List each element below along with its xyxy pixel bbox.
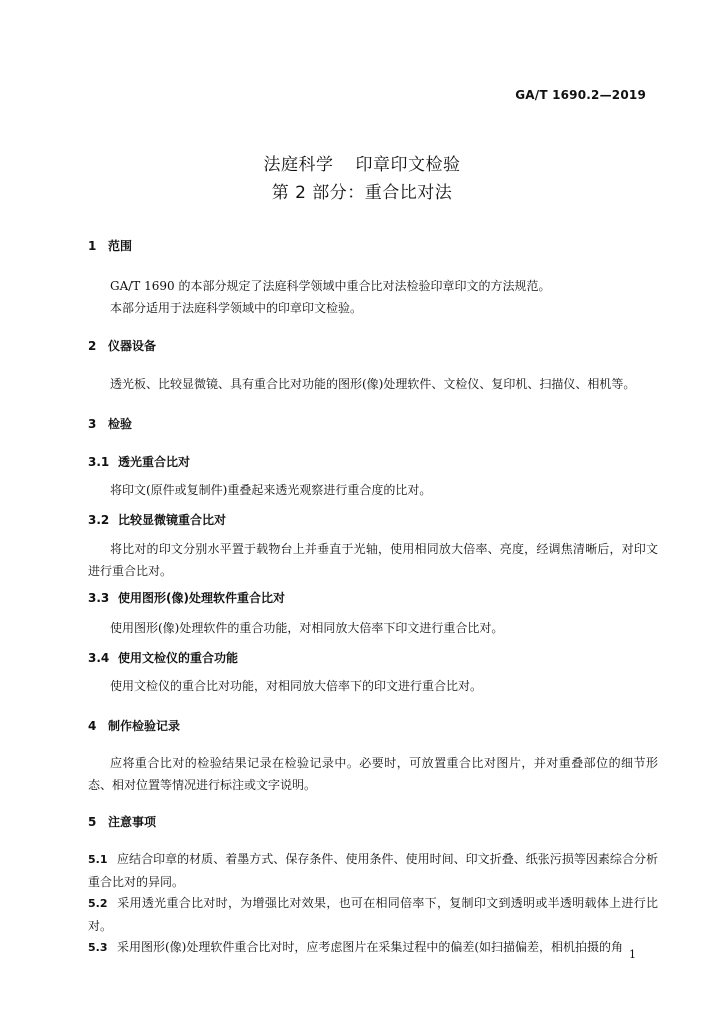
document-title-line1 <box>0 150 724 175</box>
section-title: 范围 <box>108 239 133 253</box>
section-4-heading <box>88 716 180 736</box>
subsection-3-1-heading <box>88 452 190 472</box>
section-number: 3 <box>88 417 97 431</box>
subsection-3-4-paragraph: 使用文检仪的重合比对功能，对相同放大倍率下的印文进行重合比对。 <box>110 679 483 693</box>
subsection-number: 3.3 <box>88 591 110 605</box>
note-number: 5.3 <box>88 941 108 954</box>
section-title: 检验 <box>108 417 133 431</box>
standard-code: GA/T 1690.2—2019 <box>515 88 646 102</box>
section-2-heading <box>88 336 156 356</box>
note-number: 5.1 <box>88 853 108 866</box>
section-title: 制作检验记录 <box>108 719 181 733</box>
section-1-paragraph-2: 本部分适用于法庭科学领域中的印章印文检验。 <box>110 301 363 315</box>
note-text: 采用透光重合比对时，为增强比对效果，也可在相同倍率下，复制印文到透明或半透明载体上进行比对。 <box>88 896 658 933</box>
section-2-paragraph: 透光板、比较显微镜、具有重合比对功能的图形(像)处理软件、文检仪、复印机、扫描仪、相机等。 <box>110 377 636 391</box>
subsection-3-2-paragraph: 将比对的印文分别水平置于载物台上并垂直于光轴，使用相同放大倍率、亮度，经调焦清晰后，对印文进行重合比对。 <box>88 542 658 578</box>
title-part-a: 法庭科学 <box>263 155 334 175</box>
section-title: 仪器设备 <box>108 339 157 353</box>
subsection-title: 比较显微镜重合比对 <box>118 513 227 527</box>
title-part-b: 印章印文检验 <box>355 155 461 175</box>
note-5-2 <box>88 892 658 937</box>
section-4-paragraph: 应将重合比对的检验结果记录在检验记录中。必要时，可放置重合比对图片，并对重叠部位的细节形态、相对位置等情况进行标注或文字说明。 <box>88 756 658 792</box>
section-number: 1 <box>88 239 97 253</box>
subsection-number: 3.4 <box>88 651 110 665</box>
subsection-3-3-paragraph: 使用图形(像)处理软件的重合功能，对相同放大倍率下印文进行重合比对。 <box>110 621 504 635</box>
page-number: 1 <box>629 948 636 961</box>
subsection-3-4-heading <box>88 648 238 668</box>
subsection-number: 3.2 <box>88 513 110 527</box>
note-number: 5.2 <box>88 897 108 910</box>
note-5-1 <box>88 848 658 893</box>
note-5-3 <box>88 936 628 959</box>
subsection-title: 使用图形(像)处理软件重合比对 <box>118 591 285 605</box>
subsection-3-2-heading <box>88 510 226 530</box>
note-text: 应结合印章的材质、着墨方式、保存条件、使用条件、使用时间、印文折叠、纸张污损等因素综合分析重合比对的异同。 <box>88 852 658 889</box>
section-title: 注意事项 <box>108 815 157 829</box>
subsection-3-3-heading <box>88 588 285 608</box>
subsection-3-1-paragraph: 将印文(原件或复制件)重叠起来透光观察进行重合度的比对。 <box>110 483 432 497</box>
note-text: 采用图形(像)处理软件重合比对时，应考虑图片在采集过程中的偏差(如扫描偏差，相机拍摄的角 <box>117 940 624 954</box>
section-number: 2 <box>88 339 97 353</box>
section-1-paragraph-1: GA/T 1690 的本部分规定了法庭科学领域中重合比对法检验印章印文的方法规范。 <box>110 279 551 293</box>
subsection-title: 透光重合比对 <box>118 455 191 469</box>
subsection-number: 3.1 <box>88 455 110 469</box>
document-title-line2: 第 2 部分：重合比对法 <box>271 183 453 203</box>
section-3-heading <box>88 414 132 434</box>
section-5-heading <box>88 812 156 832</box>
section-number: 5 <box>88 815 97 829</box>
section-number: 4 <box>88 719 97 733</box>
section-1-heading <box>88 236 132 256</box>
subsection-title: 使用文检仪的重合功能 <box>118 651 239 665</box>
